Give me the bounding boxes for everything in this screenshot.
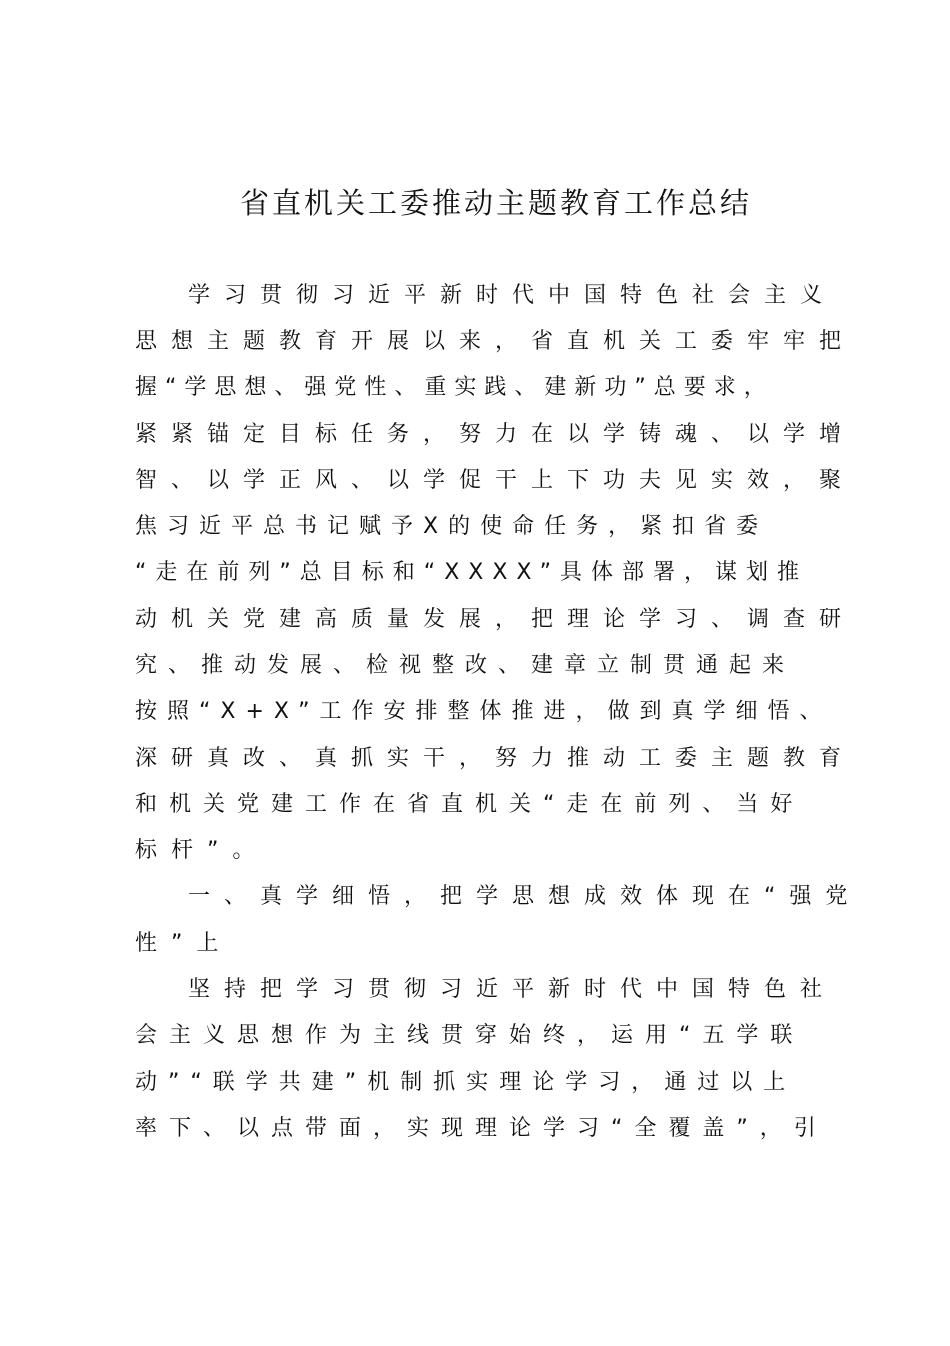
paragraph-line: 按照“X+X”工作安排整体推进，做到真学细悟、	[135, 699, 832, 724]
section-heading-continuation: 性”上	[135, 931, 233, 956]
paragraph-line: 率下、以点带面，实现理论学习“全覆盖”，引	[135, 1116, 828, 1141]
document-title: 省直机关工委推动主题教育工作总结	[240, 186, 753, 220]
paragraph-line: 究、推动发展、检视整改、建章立制贯通起来	[135, 653, 796, 678]
paragraph-line: 握“学思想、强党性、重实践、建新功”总要求，	[135, 375, 774, 400]
paragraph-line: 动”“联学共建”机制抓实理论学习，通过以上	[135, 1070, 797, 1095]
paragraph-line: 学习贯彻习近平新时代中国特色社会主义	[188, 283, 837, 308]
paragraph-line: 会主义思想作为主线贯穿始终，运用“五学联	[135, 1023, 805, 1048]
paragraph-line: 和机关党建工作在省直机关“走在前列、当好	[135, 792, 805, 817]
section-heading: 一、真学细悟，把学思想成效体现在“强党	[188, 884, 862, 909]
paragraph-line: 坚持把学习贯彻习近平新时代中国特色社	[188, 977, 837, 1002]
paragraph-line: 焦习近平总书记赋予X的使命任务，紧扣省委	[135, 514, 769, 539]
paragraph-line: “走在前列”总目标和“XXXX”具体部署，谋划推	[135, 560, 808, 585]
paragraph-line: 思想主题教育开展以来，省直机关工委牢牢把	[135, 329, 856, 354]
paragraph-line: 动机关党建高质量发展，把理论学习、调查研	[135, 607, 856, 632]
paragraph-line: 紧紧锚定目标任务，努力在以学铸魂、以学增	[135, 422, 856, 447]
paragraph-line: 标杆”。	[135, 838, 269, 863]
paragraph-line: 智、以学正风、以学促干上下功夫见实效，聚	[135, 468, 856, 493]
paragraph-line: 深研真改、真抓实干，努力推动工委主题教育	[135, 746, 856, 771]
